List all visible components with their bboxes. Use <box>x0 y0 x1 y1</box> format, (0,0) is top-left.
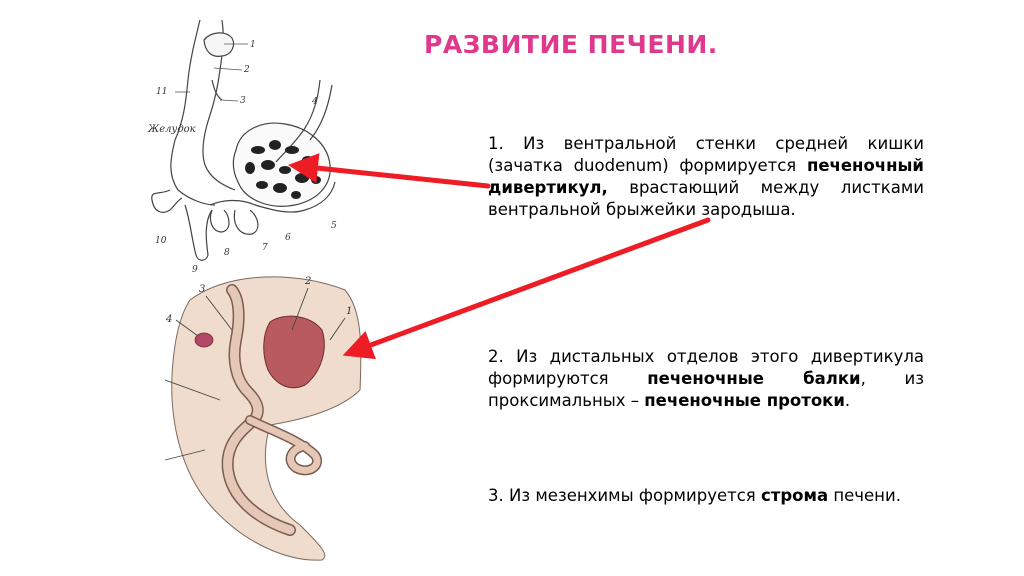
svg-text:1: 1 <box>346 306 353 317</box>
svg-text:2: 2 <box>244 65 250 75</box>
svg-text:7: 7 <box>262 243 268 253</box>
top-embryo-diagram <box>152 20 335 260</box>
svg-text:2: 2 <box>305 276 312 287</box>
svg-text:5: 5 <box>331 221 337 231</box>
slide-title: РАЗВИТИЕ ПЕЧЕНИ. <box>424 30 718 59</box>
svg-text:11: 11 <box>156 87 168 97</box>
svg-text:9: 9 <box>192 265 198 275</box>
svg-text:10: 10 <box>155 236 167 246</box>
paragraph-3: 3. Из мезенхимы формируется строма печени. <box>488 486 901 505</box>
pointer-arrows <box>298 166 708 352</box>
paragraph-1: 1. Из вентральной стенки средней кишки (зачатка duodenum) формируется печеночный дивертикул, врастающий между листками вентральной брыжейки зародыша. <box>488 134 924 219</box>
svg-text:3: 3 <box>240 96 246 106</box>
svg-text:6: 6 <box>285 233 291 243</box>
bottom-embryo-diagram <box>172 277 361 560</box>
svg-text:8: 8 <box>224 248 230 258</box>
svg-text:3: 3 <box>199 284 206 295</box>
svg-text:1: 1 <box>250 40 256 50</box>
stomach-label: Желудок <box>148 124 196 135</box>
svg-text:4: 4 <box>312 97 318 107</box>
svg-text:4: 4 <box>166 314 173 325</box>
paragraph-2: 2. Из дистальных отделов этого дивертикула формируются печеночные балки, из проксимальных – печеночные протоки. <box>488 347 924 410</box>
arrow-to-liver <box>352 220 708 352</box>
